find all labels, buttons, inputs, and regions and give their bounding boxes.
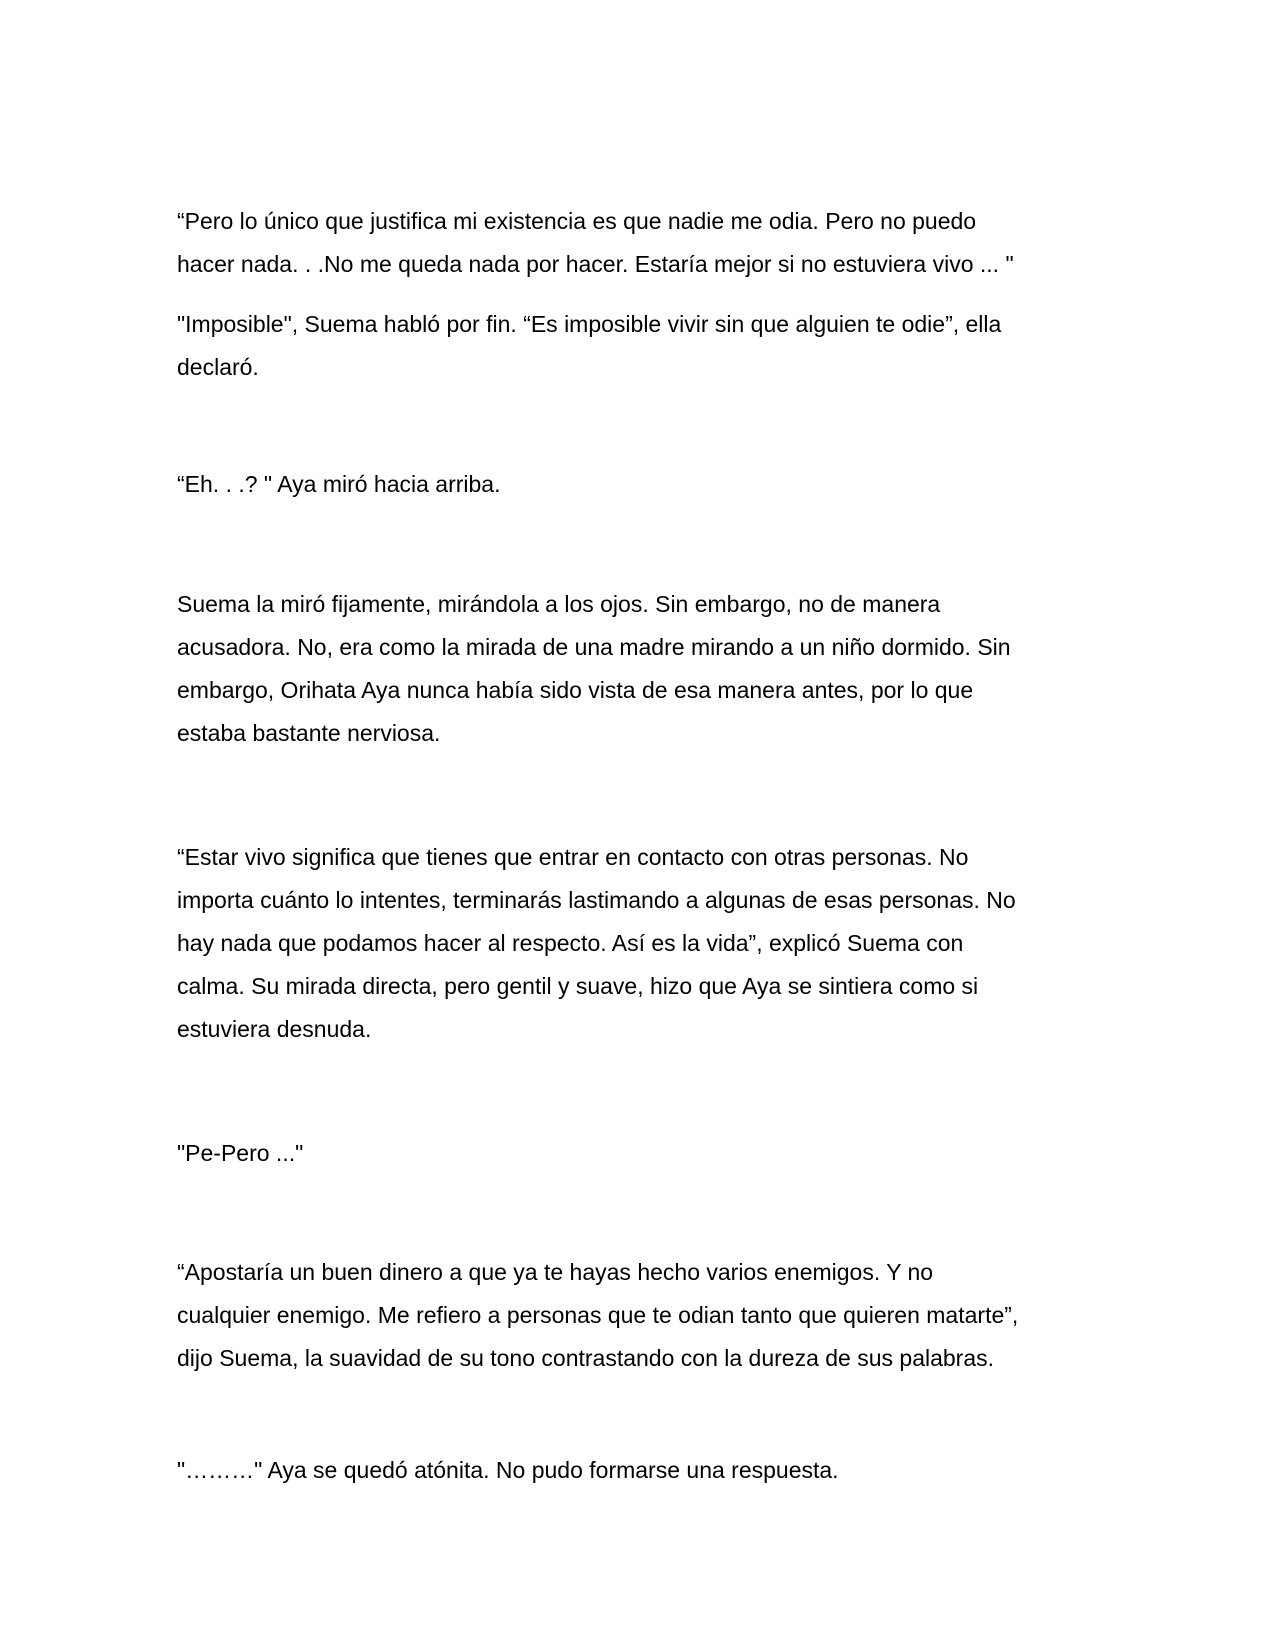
text-line: importa cuánto lo intentes, terminarás lastimando a algunas de esas personas. No (177, 887, 1016, 913)
text-line: dijo Suema, la suavidad de su tono contrastando con la dureza de sus palabras. (177, 1345, 995, 1371)
text-line: hacer nada. . .No me queda nada por hacer. Estaría mejor si no estuviera vivo ... " (177, 251, 1014, 277)
paragraph-7 (177, 1251, 1107, 1380)
text-line: acusadora. No, era como la mirada de una madre mirando a un niño dormido. Sin (177, 634, 1011, 660)
text-line: "………" Aya se quedó atónita. No pudo formarse una respuesta. (177, 1457, 839, 1483)
text-line: "Imposible", Suema habló por fin. “Es imposible vivir sin que alguien te odie”, ella (177, 311, 1002, 337)
text-line: declaró. (177, 354, 259, 380)
text-line: embargo, Orihata Aya nunca había sido vista de esa manera antes, por lo que (177, 677, 974, 703)
paragraph-4 (177, 583, 1107, 755)
text-line: “Apostaría un buen dinero a que ya te hayas hecho varios enemigos. Y no (177, 1259, 934, 1285)
paragraph-1 (177, 200, 1107, 286)
text-line: "Pe-Pero ..." (177, 1140, 304, 1166)
text-line: estaba bastante nerviosa. (177, 720, 441, 746)
text-line: “Estar vivo significa que tienes que entrar en contacto con otras personas. No (177, 844, 969, 870)
text-line: cualquier enemigo. Me refiero a personas que te odian tanto que quieren matarte”, (177, 1302, 1019, 1328)
paragraph-8 (177, 1449, 1107, 1492)
text-line: “Eh. . .? " Aya miró hacia arriba. (177, 471, 501, 497)
paragraph-6 (177, 1132, 1107, 1175)
text-line: estuviera desnuda. (177, 1016, 372, 1042)
text-line: calma. Su mirada directa, pero gentil y suave, hizo que Aya se sintiera como si (177, 973, 979, 999)
text-line: hay nada que podamos hacer al respecto. Así es la vida”, explicó Suema con (177, 930, 964, 956)
paragraph-5 (177, 836, 1107, 1051)
paragraph-3 (177, 463, 1107, 506)
text-line: “Pero lo único que justifica mi existencia es que nadie me odia. Pero no puedo (177, 208, 977, 234)
paragraph-2 (177, 303, 1107, 389)
text-line: Suema la miró fijamente, mirándola a los ojos. Sin embargo, no de manera (177, 591, 941, 617)
